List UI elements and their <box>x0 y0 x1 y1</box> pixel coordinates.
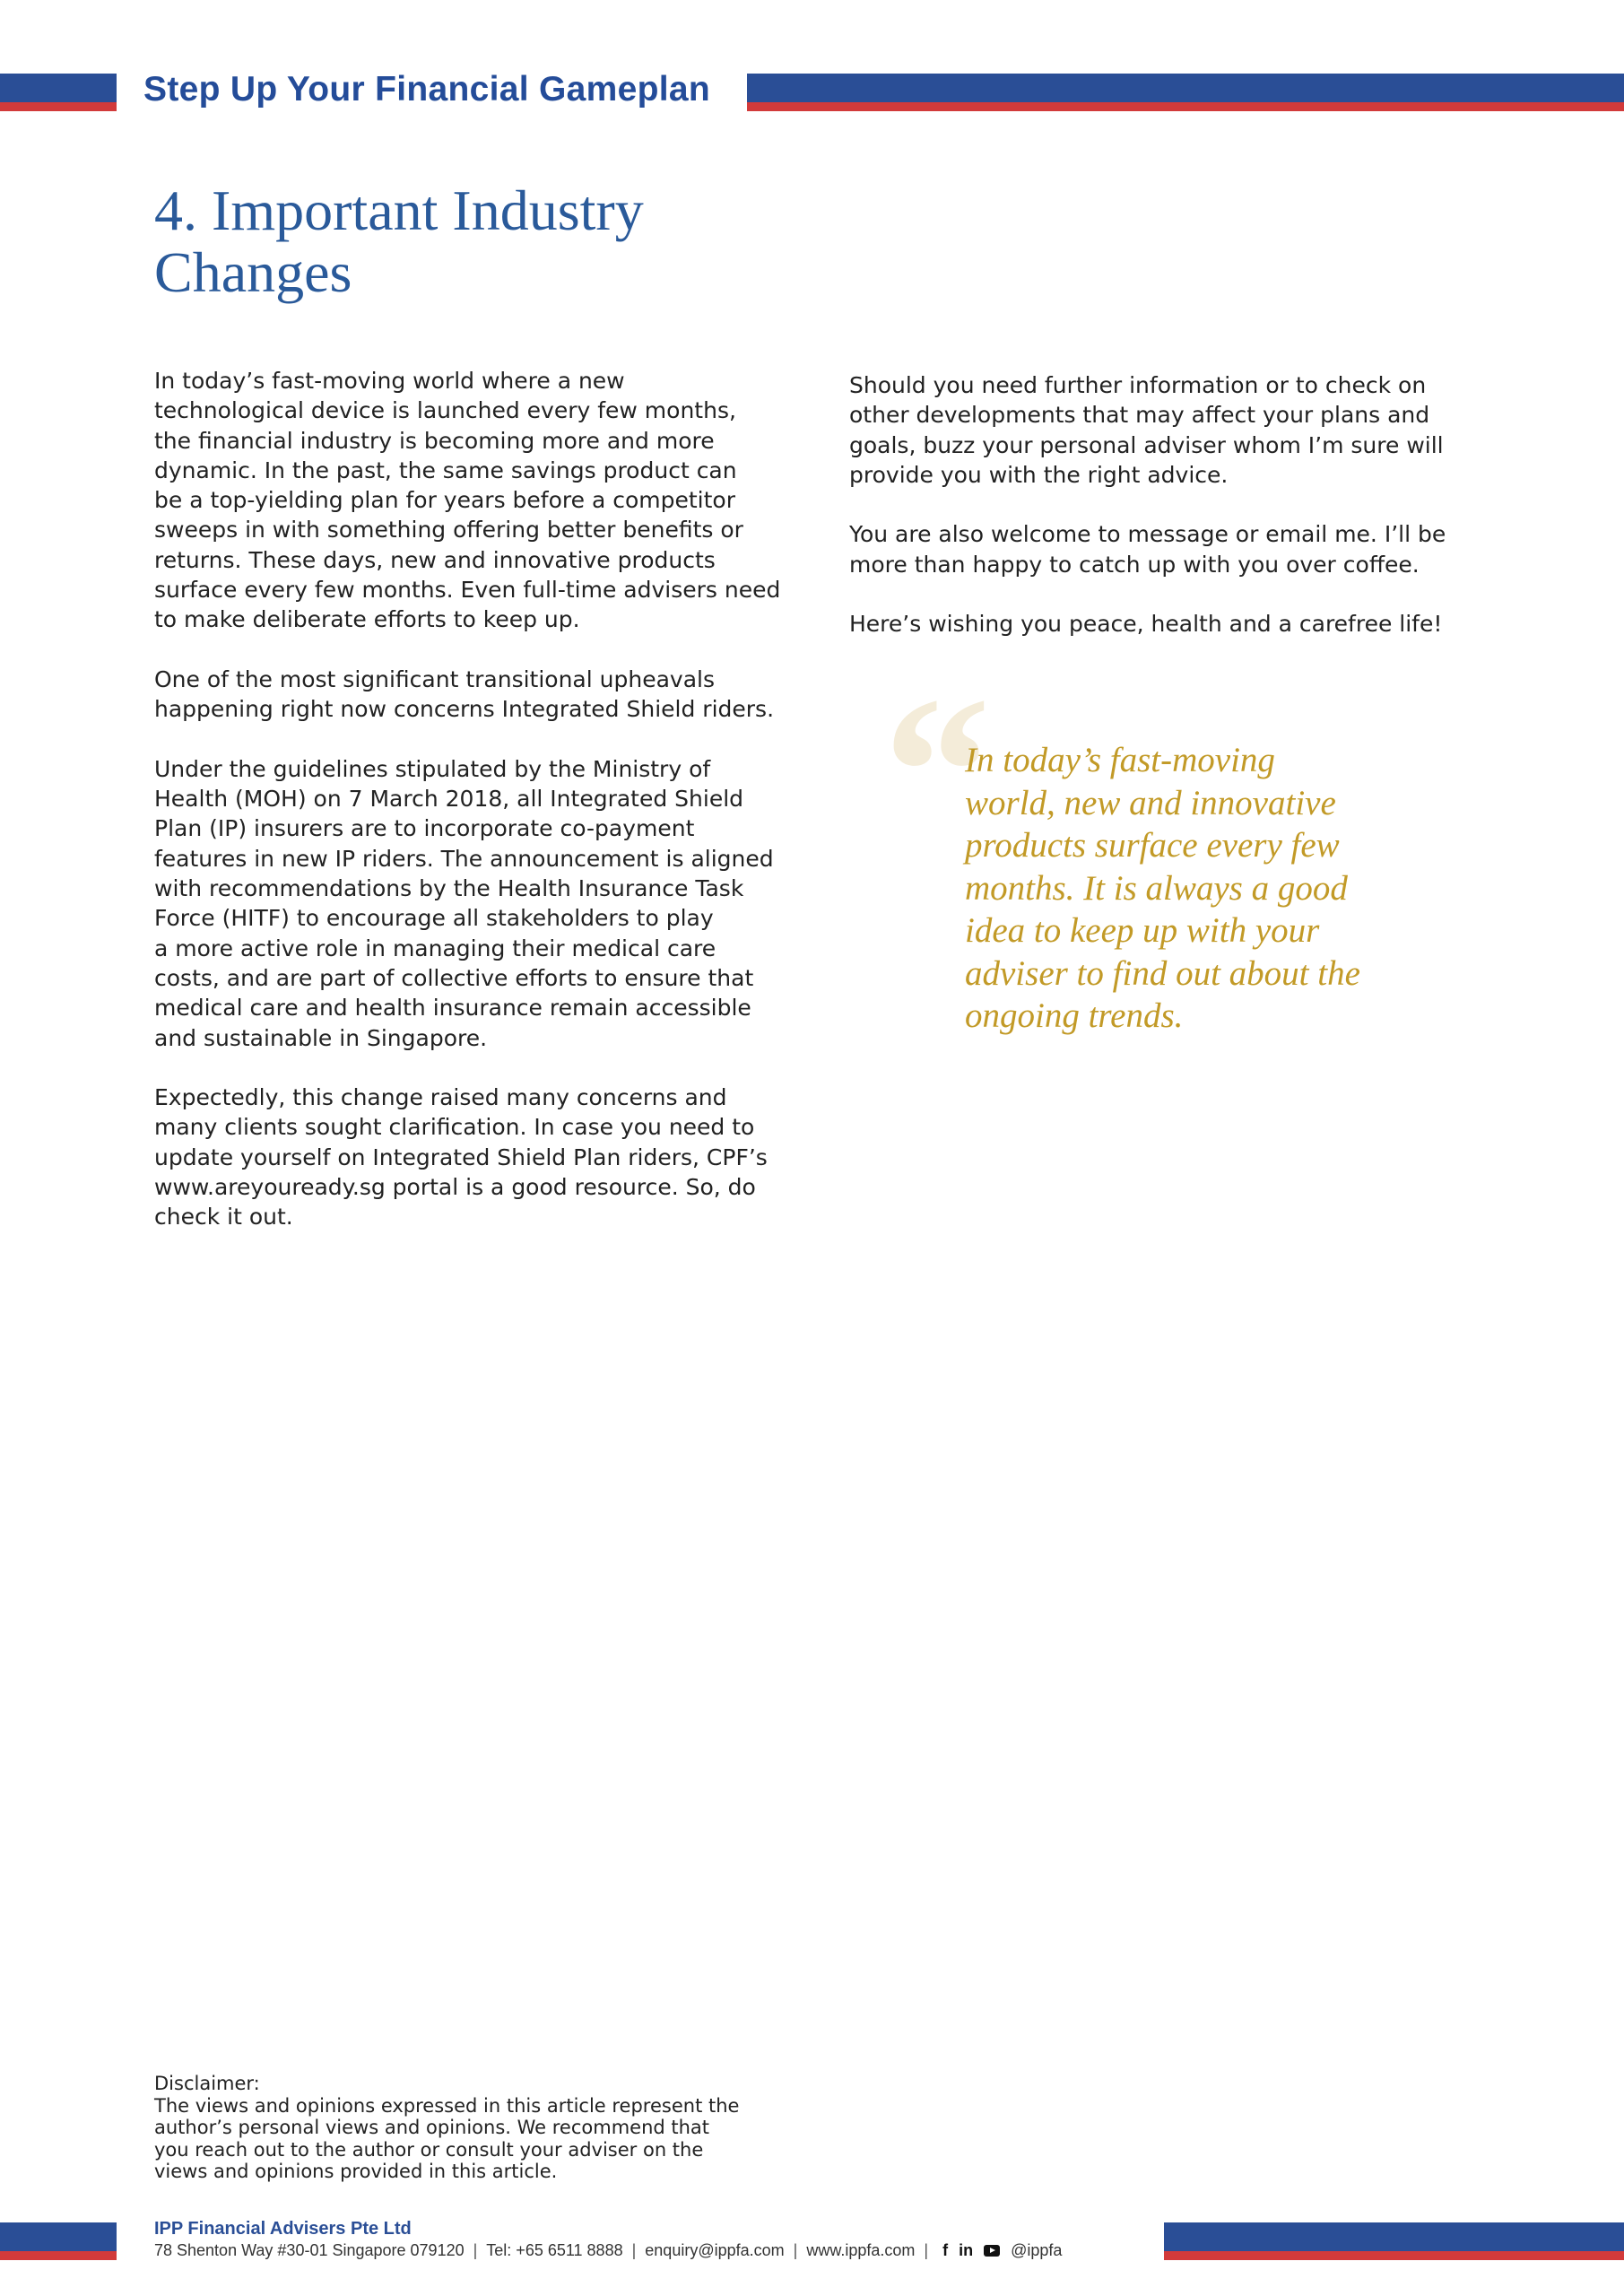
quote-line: world, new and innovative <box>965 783 1336 822</box>
pull-quote <box>965 739 1503 1038</box>
quote-line: months. It is always a good <box>965 868 1348 908</box>
disclaimer-heading: Disclaimer: <box>154 2073 260 2094</box>
social-links <box>942 2241 1000 2260</box>
text-line: Expectedly, this change raised many concerns and <box>154 1084 727 1111</box>
quote-line: ongoing trends. <box>965 996 1184 1035</box>
text-line: Plan (IP) insurers are to incorporate co-payment <box>154 815 695 842</box>
right-paragraph-3 <box>849 609 1477 639</box>
quote-mark-icon: “ <box>883 652 991 891</box>
text-line: costs, and are part of collective efforts to ensure that <box>154 964 754 991</box>
section-title <box>154 179 782 303</box>
left-paragraph-4 <box>154 1083 782 1231</box>
text-line: Force (HITF) to encourage all stakeholders to play <box>154 905 714 932</box>
right-paragraph-2 <box>849 519 1477 579</box>
text-line: Under the guidelines stipulated by the Ministry of <box>154 755 711 782</box>
text-line: provide you with the right advice. <box>849 461 1229 488</box>
text-line: check it out. <box>154 1204 293 1231</box>
disclaimer-line: you reach out to the author or consult your adviser on the <box>154 2138 704 2161</box>
text-line: more than happy to catch up with you over coffee. <box>849 551 1420 578</box>
quote-line: idea to keep up with your <box>965 911 1320 950</box>
disclaimer <box>154 2073 782 2183</box>
linkedin-icon[interactable]: in <box>959 2241 974 2259</box>
text-line: sweeps in with something offering better benefits or <box>154 517 743 544</box>
text-line: medical care and health insurance remain accessible <box>154 995 751 1022</box>
separator: | <box>631 2241 637 2259</box>
text-line: returns. These days, new and innovative products <box>154 546 716 573</box>
website-link[interactable]: www.ippfa.com <box>806 2241 916 2259</box>
text-line: features in new IP riders. The announcement is aligned <box>154 845 774 872</box>
text-line: happening right now concerns Integrated Shield riders. <box>154 696 775 723</box>
separator: | <box>473 2241 478 2259</box>
quote-line: products surface every few <box>965 826 1340 865</box>
section-title-line-2: Changes <box>154 240 352 304</box>
quote-line: In today’s fast-moving <box>965 741 1275 779</box>
email-link[interactable]: enquiry@ippfa.com <box>645 2241 785 2259</box>
text-line: goals, buzz your personal adviser whom I’m sure will <box>849 431 1444 458</box>
separator: | <box>924 2241 929 2259</box>
text-line: to make deliberate efforts to keep up. <box>154 606 580 633</box>
separator: | <box>793 2241 798 2259</box>
text-line: dynamic. In the past, the same savings product can <box>154 457 737 483</box>
address: 78 Shenton Way #30-01 Singapore 079120 <box>154 2241 465 2259</box>
text-line: Here’s wishing you peace, health and a carefree life! <box>849 611 1443 638</box>
text-line: with recommendations by the Health Insurance Task <box>154 875 744 902</box>
section-title-line-1: 4. Important Industry <box>154 178 644 242</box>
text-line: www.areyouready.sg portal is a good resource. So, do <box>154 1174 756 1201</box>
left-column <box>154 366 782 1262</box>
text-line: other developments that may affect your plans and <box>849 402 1430 429</box>
disclaimer-line: author’s personal views and opinions. We recommend that <box>154 2117 710 2138</box>
text-line: the financial industry is becoming more and more <box>154 427 715 454</box>
text-line: technological device is launched every few months, <box>154 397 736 424</box>
footer-bar-right <box>1164 2222 1624 2260</box>
quote-line: adviser to find out about the <box>965 953 1360 993</box>
left-paragraph-1 <box>154 366 782 635</box>
facebook-icon[interactable]: f <box>942 2241 949 2259</box>
right-paragraph-1 <box>849 370 1477 490</box>
disclaimer-line: views and opinions provided in this article. <box>154 2161 558 2182</box>
text-line: Should you need further information or to check on <box>849 372 1427 398</box>
text-line: surface every few months. Even full-time advisers need <box>154 577 781 604</box>
phone: Tel: +65 6511 8888 <box>486 2241 623 2259</box>
right-column <box>849 370 1477 669</box>
header-title: Step Up Your Financial Gameplan <box>143 70 710 109</box>
left-paragraph-3 <box>154 754 782 1053</box>
footer-bar-left <box>0 2222 117 2260</box>
text-line: You are also welcome to message or email me. I’ll be <box>849 521 1446 548</box>
social-handle[interactable]: @ippfa <box>1011 2241 1063 2259</box>
text-line: One of the most significant transitional upheavals <box>154 665 715 692</box>
text-line: and sustainable in Singapore. <box>154 1024 488 1051</box>
contact-line <box>154 2241 1062 2260</box>
text-line: update yourself on Integrated Shield Plan riders, CPF’s <box>154 1144 768 1170</box>
company-name: IPP Financial Advisers Pte Ltd <box>154 2219 412 2239</box>
header-bar-right <box>747 74 1624 111</box>
text-line: be a top-yielding plan for years before a competitor <box>154 487 735 514</box>
youtube-icon[interactable] <box>984 2245 1000 2257</box>
text-line: Health (MOH) on 7 March 2018, all Integrated Shield <box>154 786 744 813</box>
disclaimer-line: The views and opinions expressed in this article represent the <box>154 2094 740 2117</box>
text-line: a more active role in managing their medical care <box>154 935 716 961</box>
left-paragraph-2 <box>154 665 782 725</box>
text-line: many clients sought clarification. In case you need to <box>154 1114 755 1141</box>
text-line: In today’s fast-moving world where a new <box>154 368 625 394</box>
header-bar-left <box>0 74 117 111</box>
